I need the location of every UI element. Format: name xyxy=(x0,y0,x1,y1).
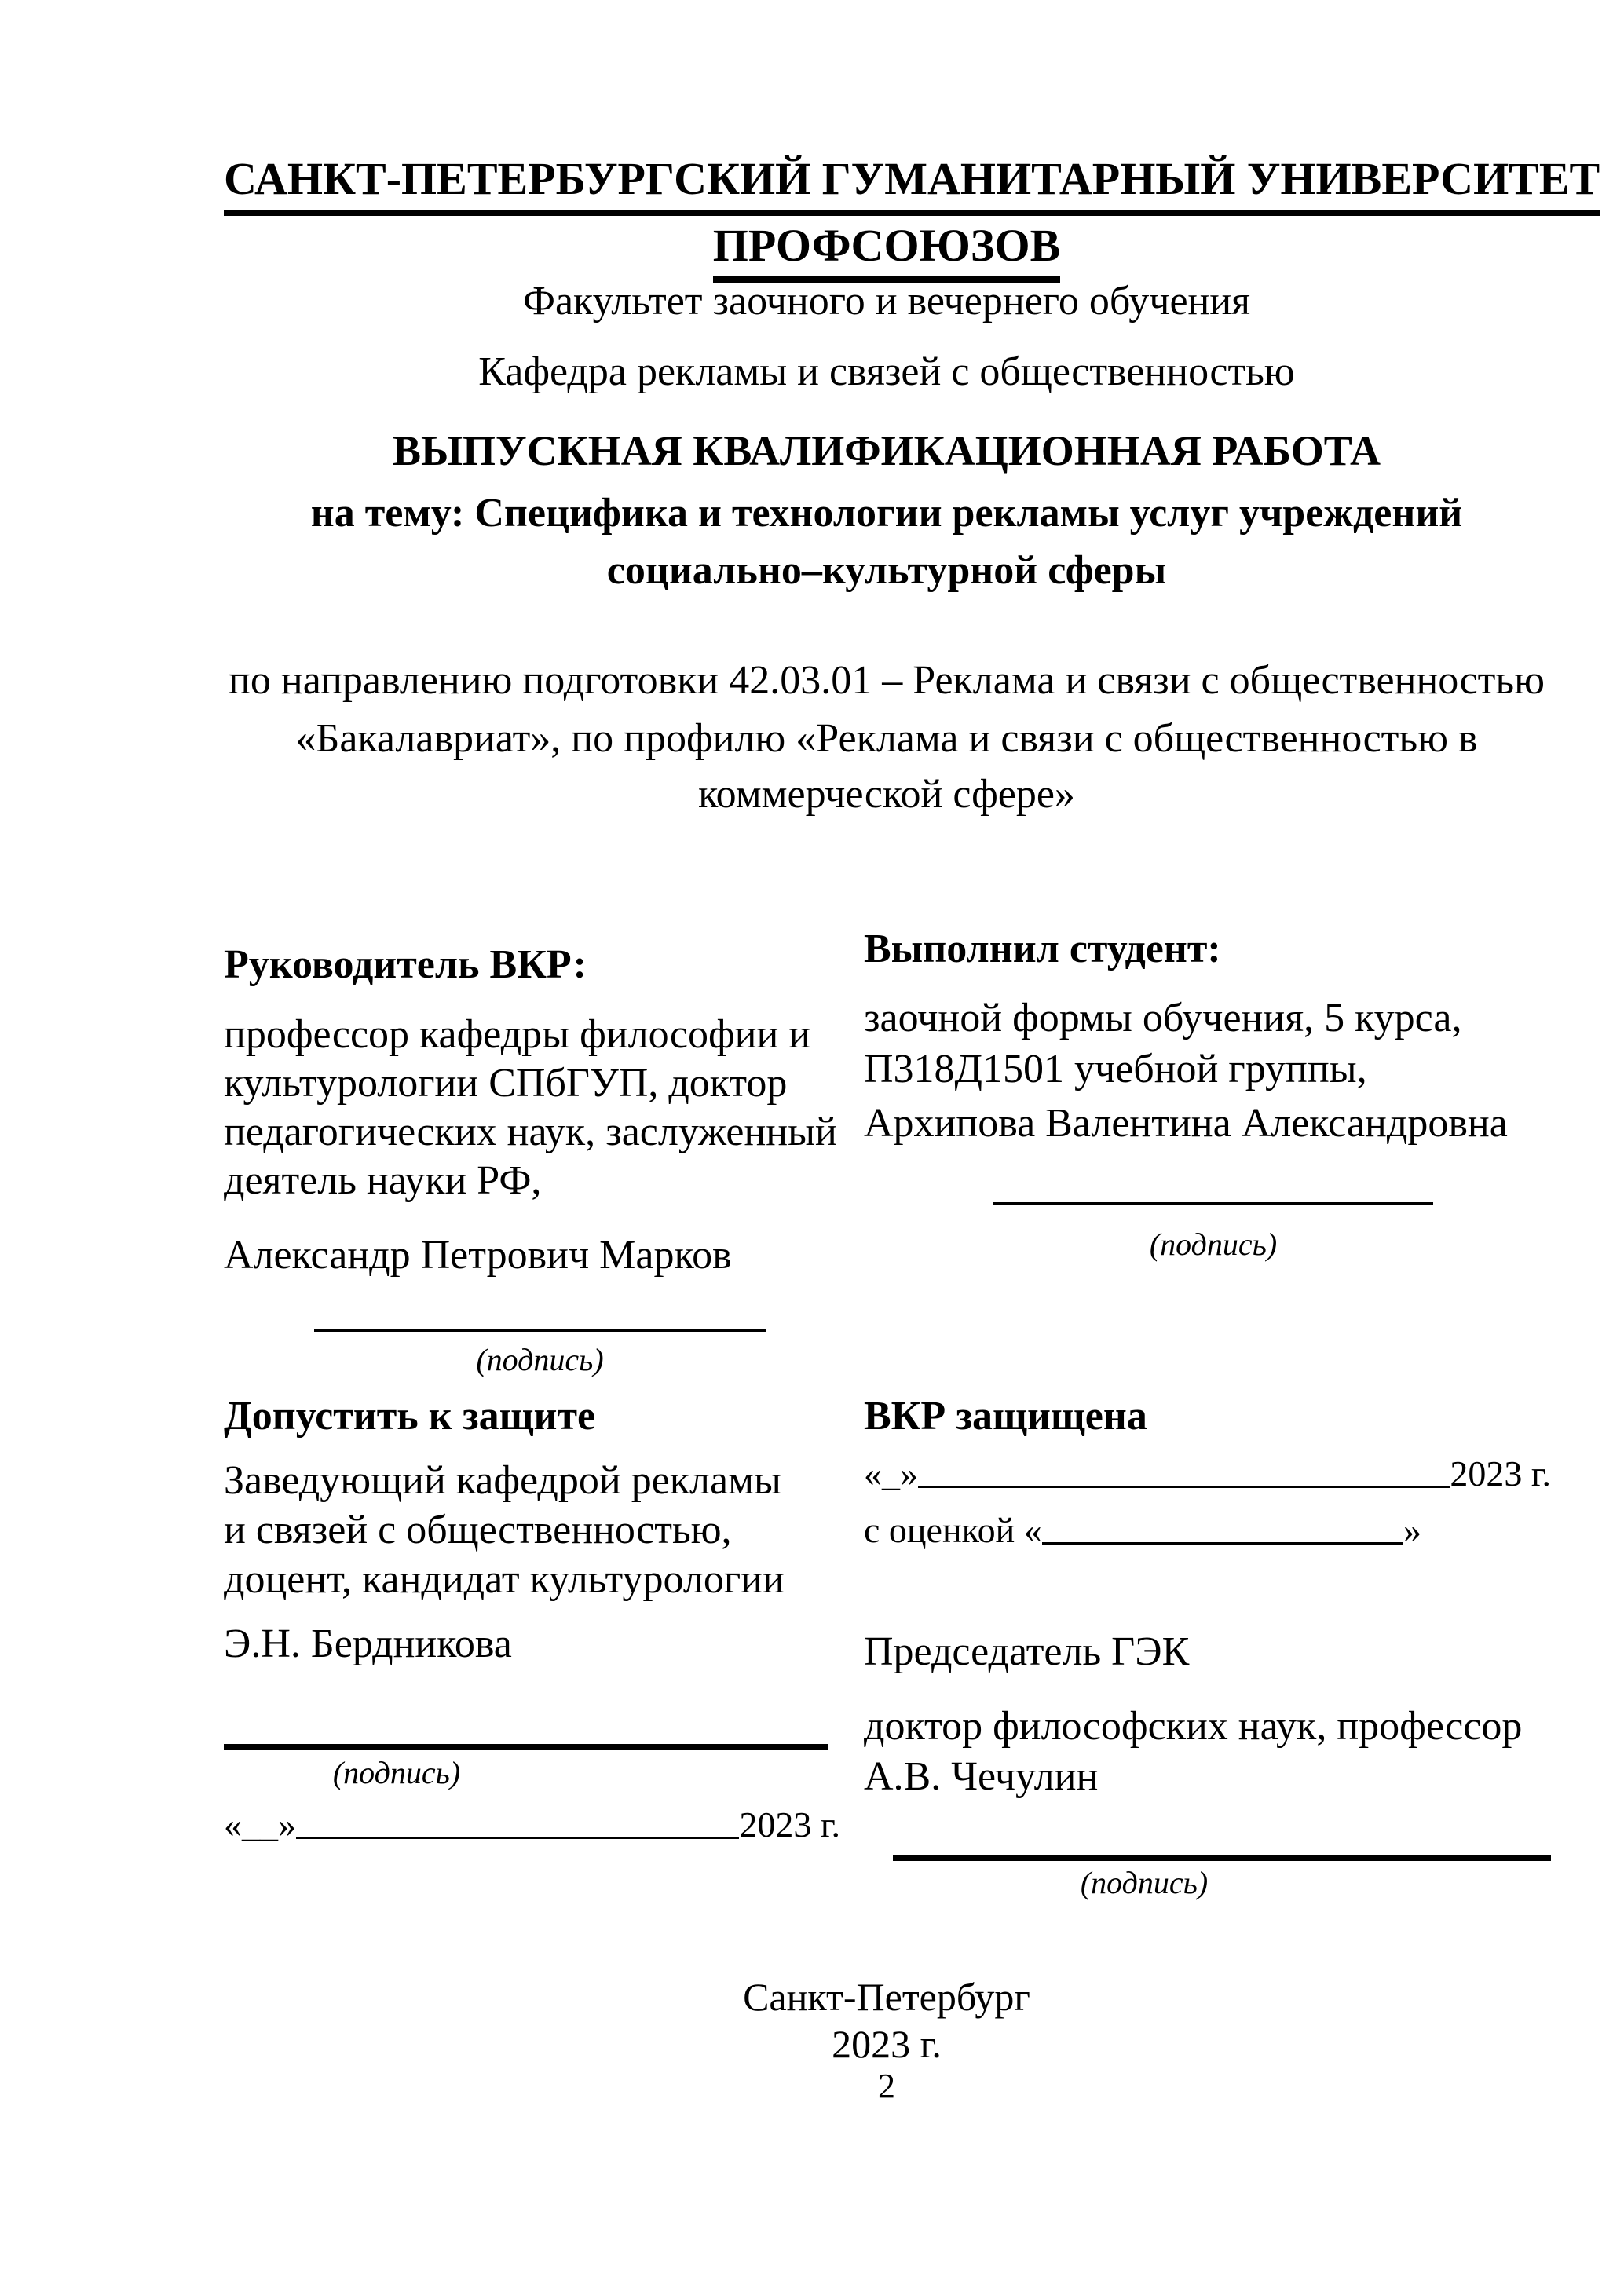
supervisor-description-line: педагогических наук, заслуженный xyxy=(224,1110,837,1154)
admission-description xyxy=(224,1456,785,1604)
defense-grade-close-quote: » xyxy=(1403,1510,1421,1550)
defense-grade-row xyxy=(864,1509,1421,1551)
defense-date-year: 2023 г. xyxy=(1450,1453,1551,1493)
admission-description-line: и связей с общественностью, xyxy=(224,1508,732,1552)
student-description-line: заочной формы обучения, 5 курса, xyxy=(864,996,1462,1040)
program-line2: «Бакалавриат», по профилю «Реклама и связи с общественностью в xyxy=(295,716,1478,761)
defense-heading: ВКР защищена xyxy=(864,1394,1147,1439)
admission-signature-line xyxy=(224,1744,828,1750)
page-number: 2 xyxy=(878,2067,895,2105)
chairman-description-line: доктор философских наук, профессор xyxy=(864,1704,1523,1749)
footer-year: 2023 г. xyxy=(832,2022,942,2066)
defense-grade-prefix: с оценкой « xyxy=(864,1510,1042,1550)
supervisor-description-line: культурологии СПбГУП, доктор xyxy=(224,1061,788,1106)
university-name xyxy=(224,149,1600,283)
student-signature-line xyxy=(993,1202,1433,1205)
program-line3: коммерческой сфере» xyxy=(698,772,1075,817)
student-name: Архипова Валентина Александровна xyxy=(864,1101,1508,1146)
admission-heading: Допустить к защите xyxy=(224,1394,596,1439)
defense-grade-blank-line xyxy=(1042,1542,1403,1545)
faculty-line: Факультет заочного и вечернего обучения xyxy=(522,279,1251,324)
supervisor-description-line: профессор кафедры философии и xyxy=(224,1012,811,1057)
admission-date-blank-line xyxy=(296,1837,739,1839)
chairman-signature-caption: (подпись) xyxy=(1080,1865,1209,1900)
supervisor-signature-caption: (подпись) xyxy=(476,1342,604,1377)
supervisor-signature-line xyxy=(314,1329,766,1332)
student-signature-caption: (подпись) xyxy=(1149,1227,1278,1262)
admission-date-year: 2023 г. xyxy=(739,1804,840,1844)
footer-city: Санкт-Петербург xyxy=(743,1975,1030,2019)
admission-date-row xyxy=(224,1804,840,1845)
student-description xyxy=(864,993,1461,1095)
work-type-title: ВЫПУСКНАЯ КВАЛИФИКАЦИОННАЯ РАБОТА xyxy=(392,427,1381,474)
admission-description-line: доцент, кандидат культурологии xyxy=(224,1557,785,1602)
chairman-description xyxy=(864,1702,1522,1802)
supervisor-name: Александр Петрович Марков xyxy=(224,1233,732,1278)
defense-date-quote: «_» xyxy=(864,1453,918,1493)
university-name-line2: ПРОФСОЮЗОВ xyxy=(713,216,1061,283)
department-line: Кафедра рекламы и связей с общественностью xyxy=(478,349,1295,394)
student-description-line: П318Д1501 учебной группы, xyxy=(864,1047,1367,1091)
defense-date-row xyxy=(864,1453,1551,1494)
supervisor-description-line: деятель науки РФ, xyxy=(224,1158,542,1203)
chairman-signature-line xyxy=(893,1855,1551,1861)
topic-line1: на тему: Специфика и технологии рекламы услуг учреждений xyxy=(310,491,1463,536)
university-name-line1: САНКТ-ПЕТЕРБУРГСКИЙ ГУМАНИТАРНЫЙ УНИВЕРСИТЕТ xyxy=(224,149,1600,216)
admission-name: Э.Н. Бердникова xyxy=(224,1621,512,1666)
student-heading: Выполнил студент: xyxy=(864,927,1221,971)
defense-date-blank-line xyxy=(918,1486,1450,1488)
admission-description-line: Заведующий кафедрой рекламы xyxy=(224,1458,781,1503)
chairman-heading: Председатель ГЭК xyxy=(864,1629,1190,1674)
program-line1: по направлению подготовки 42.03.01 – Реклама и связи с общественностью xyxy=(229,658,1545,703)
chairman-description-line: А.В. Чечулин xyxy=(864,1754,1099,1799)
admission-date-quote: «__» xyxy=(224,1804,296,1844)
topic-line2: социально–культурной сферы xyxy=(606,548,1167,593)
supervisor-heading: Руководитель ВКР: xyxy=(224,942,587,987)
supervisor-description xyxy=(224,1011,837,1205)
admission-signature-caption: (подпись) xyxy=(332,1755,461,1790)
